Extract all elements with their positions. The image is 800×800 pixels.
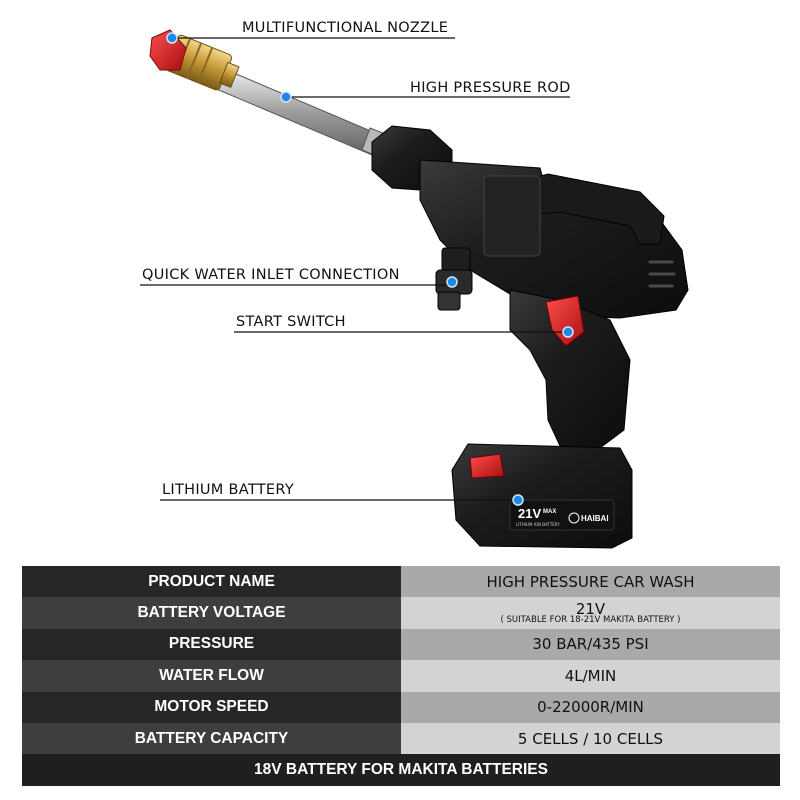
spec-value-cell [401,597,780,628]
battery-max-mark: MAX [543,509,557,515]
table-footer: 18V BATTERY FOR MAKITA BATTERIES [22,754,780,785]
spec-key: BATTERY VOLTAGE [22,597,401,628]
spec-key: BATTERY CAPACITY [22,723,401,754]
spec-key: PRODUCT NAME [22,566,401,597]
brand-name: HAIBAI [581,514,609,523]
battery-pack [452,444,632,548]
callout-dot-nozzle [167,33,177,43]
table-row [22,566,780,597]
spec-value: 30 BAR/435 PSI [401,629,780,660]
callout-label-switch: START SWITCH [236,314,346,330]
spec-key: MOTOR SPEED [22,692,401,723]
callout-dot-rod [281,92,291,102]
table-row [22,723,780,754]
spec-value: 4L/MIN [401,660,780,691]
callout-label-nozzle: MULTIFUNCTIONAL NOZZLE [242,20,449,36]
spec-key: PRESSURE [22,629,401,660]
callout-dot-battery [513,495,523,505]
table-row [22,660,780,691]
callout-dot-switch [563,327,573,337]
gun-body [372,126,688,448]
callout-label-rod: HIGH PRESSURE ROD [410,80,571,96]
table-footer-row [22,754,780,785]
table-row [22,692,780,723]
spec-value: 0-22000R/MIN [401,692,780,723]
table-row [22,629,780,660]
callout-label-inlet: QUICK WATER INLET CONNECTION [142,267,400,283]
spec-value: HIGH PRESSURE CAR WASH [401,566,780,597]
spec-value: 21V [575,600,606,619]
spec-value: 5 CELLS / 10 CELLS [401,723,780,754]
callout-dot-inlet [447,277,457,287]
spec-key: WATER FLOW [22,660,401,691]
callout-label-battery: LITHIUM BATTERY [162,482,294,498]
battery-voltage-mark: 21V [518,506,542,521]
spec-note: ( SUITABLE FOR 18-21V MAKITA BATTERY ) [500,615,681,626]
battery-small-text: LITHIUM ION BATTERY [516,522,560,527]
table-row [22,597,780,628]
spec-table [22,566,780,786]
